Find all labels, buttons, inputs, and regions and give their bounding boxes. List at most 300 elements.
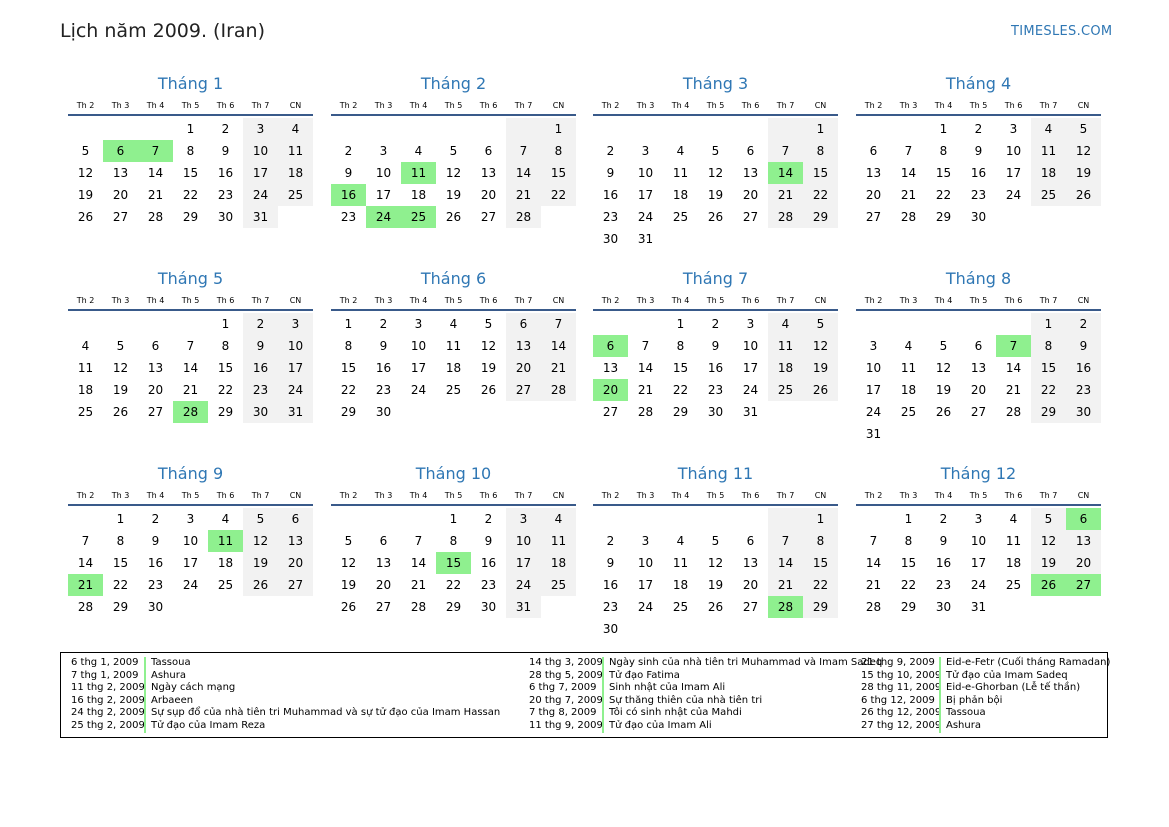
legend-row bbox=[861, 720, 1110, 733]
day-cell: 4 bbox=[541, 508, 576, 530]
day-cell: 8 bbox=[803, 530, 838, 552]
day-cell: 29 bbox=[935, 210, 952, 224]
days-grid bbox=[331, 508, 576, 618]
weekday-header bbox=[331, 100, 576, 116]
day-cell: 13 bbox=[112, 166, 129, 180]
day-cell: 18 bbox=[1005, 556, 1022, 570]
day-cell: 9 bbox=[344, 166, 353, 180]
weekday-label: Th 3 bbox=[111, 296, 130, 305]
weekday-label: Th 2 bbox=[864, 296, 883, 305]
day-cell: 26 bbox=[112, 405, 129, 419]
day-cell: 23 bbox=[602, 600, 619, 614]
day-cell: 22 bbox=[217, 383, 234, 397]
day-cell: 21 bbox=[147, 188, 164, 202]
weekday-header bbox=[856, 100, 1101, 116]
day-cell: 10 bbox=[1005, 144, 1022, 158]
day-cell: 26 bbox=[707, 600, 724, 614]
day-cell: 20 bbox=[865, 188, 882, 202]
holiday-name: Ashura bbox=[144, 670, 186, 683]
day-cell: 24 bbox=[865, 405, 882, 419]
month-block bbox=[593, 268, 838, 423]
weekday-label: Th 6 bbox=[479, 491, 498, 500]
day-cell: 5 bbox=[243, 508, 278, 530]
day-cell: 16 bbox=[970, 166, 987, 180]
day-cell: 26 bbox=[803, 379, 838, 401]
empty-day-cell bbox=[541, 401, 576, 423]
day-cell: 29 bbox=[803, 596, 838, 618]
day-cell: 29 bbox=[182, 210, 199, 224]
empty-day-cell bbox=[926, 423, 961, 445]
day-cell: 10 bbox=[375, 166, 392, 180]
day-cell: 29 bbox=[340, 405, 357, 419]
day-cell: 26 bbox=[77, 210, 94, 224]
day-cell: 14 bbox=[506, 162, 541, 184]
day-cell: 25 bbox=[1005, 578, 1022, 592]
weekday-label: Th 7 bbox=[1039, 491, 1058, 500]
day-cell: 21 bbox=[637, 383, 654, 397]
weekday-label: CN bbox=[1077, 491, 1090, 500]
holiday-name: Ngày cách mạng bbox=[144, 682, 235, 695]
month-block bbox=[68, 73, 313, 228]
day-cell: 1 bbox=[803, 508, 838, 530]
day-cell: 12 bbox=[340, 556, 357, 570]
day-cell: 9 bbox=[243, 335, 278, 357]
day-cell: 11 bbox=[900, 361, 917, 375]
day-cell: 17 bbox=[243, 162, 278, 184]
weekday-label: CN bbox=[814, 296, 827, 305]
day-cell: 18 bbox=[672, 188, 689, 202]
empty-day-cell bbox=[891, 118, 926, 140]
day-cell: 26 bbox=[243, 574, 278, 596]
day-cell: 17 bbox=[637, 188, 654, 202]
empty-day-cell bbox=[803, 401, 838, 423]
holiday-date: 6 thg 12, 2009 bbox=[861, 694, 935, 706]
day-cell: 11 bbox=[278, 140, 313, 162]
weekday-label: Th 3 bbox=[899, 101, 918, 110]
day-cell: 2 bbox=[1066, 313, 1101, 335]
day-cell: 9 bbox=[606, 556, 615, 570]
day-cell: 30 bbox=[480, 600, 497, 614]
empty-day-cell bbox=[803, 228, 838, 250]
day-cell: 22 bbox=[112, 578, 129, 592]
day-cell: 22 bbox=[1031, 379, 1066, 401]
empty-day-cell bbox=[628, 118, 663, 140]
empty-day-cell bbox=[733, 618, 768, 640]
day-cell: 17 bbox=[506, 552, 541, 574]
day-cell: 25 bbox=[217, 578, 234, 592]
day-cell: 31 bbox=[637, 232, 654, 246]
empty-day-cell bbox=[996, 206, 1031, 228]
day-cell: 9 bbox=[484, 534, 493, 548]
day-cell: 6 bbox=[484, 144, 493, 158]
weekday-label: Th 4 bbox=[934, 296, 953, 305]
weekday-label: Th 3 bbox=[636, 296, 655, 305]
day-cell: 12 bbox=[480, 339, 497, 353]
day-cell: 12 bbox=[803, 335, 838, 357]
weekday-label: Th 5 bbox=[444, 101, 463, 110]
weekday-label: Th 7 bbox=[514, 101, 533, 110]
day-cell: 22 bbox=[935, 188, 952, 202]
weekday-label: Th 2 bbox=[339, 491, 358, 500]
day-cell: 17 bbox=[375, 188, 392, 202]
weekday-label: Th 5 bbox=[181, 296, 200, 305]
empty-day-cell bbox=[331, 508, 366, 530]
day-cell: 19 bbox=[340, 578, 357, 592]
weekday-label: Th 3 bbox=[111, 491, 130, 500]
day-cell: 2 bbox=[711, 317, 720, 331]
legend-row bbox=[529, 682, 882, 695]
day-cell: 15 bbox=[217, 361, 234, 375]
weekday-label: CN bbox=[814, 491, 827, 500]
weekday-label: Th 4 bbox=[934, 101, 953, 110]
day-cell: 29 bbox=[112, 600, 129, 614]
day-cell: 16 bbox=[707, 361, 724, 375]
empty-day-cell bbox=[138, 313, 173, 335]
day-cell: 13 bbox=[865, 166, 882, 180]
day-cell: 26 bbox=[480, 383, 497, 397]
weekday-label: Th 3 bbox=[374, 101, 393, 110]
weekday-label: Th 4 bbox=[409, 101, 428, 110]
holiday-name: Sự sụp đổ của nhà tiên tri Muhammad và sự tử đạo của Imam Hassan bbox=[144, 707, 500, 720]
day-cell: 8 bbox=[449, 534, 458, 548]
weekday-label: Th 4 bbox=[671, 101, 690, 110]
day-cell: 11 bbox=[208, 530, 243, 552]
day-cell: 11 bbox=[1031, 140, 1066, 162]
page-title: Lịch năm 2009. (Iran) bbox=[60, 20, 265, 42]
day-cell: 24 bbox=[366, 206, 401, 228]
empty-day-cell bbox=[926, 313, 961, 335]
empty-day-cell bbox=[68, 118, 103, 140]
day-cell: 9 bbox=[711, 339, 720, 353]
day-cell: 7 bbox=[869, 534, 878, 548]
day-cell: 17 bbox=[970, 556, 987, 570]
empty-day-cell bbox=[733, 118, 768, 140]
weekday-label: Th 2 bbox=[601, 101, 620, 110]
day-cell: 10 bbox=[865, 361, 882, 375]
weekday-label: Th 4 bbox=[934, 491, 953, 500]
holiday-name: Ashura bbox=[939, 720, 981, 733]
day-cell: 30 bbox=[217, 210, 234, 224]
day-cell: 28 bbox=[541, 379, 576, 401]
empty-day-cell bbox=[996, 596, 1031, 618]
holiday-date: 28 thg 5, 2009 bbox=[529, 669, 603, 681]
day-cell: 12 bbox=[707, 556, 724, 570]
weekday-label: Th 6 bbox=[1004, 296, 1023, 305]
day-cell: 7 bbox=[541, 313, 576, 335]
day-cell: 18 bbox=[1031, 162, 1066, 184]
day-cell: 18 bbox=[217, 556, 234, 570]
days-grid bbox=[856, 508, 1101, 618]
day-cell: 1 bbox=[676, 317, 685, 331]
empty-day-cell bbox=[698, 228, 733, 250]
day-cell: 25 bbox=[1031, 184, 1066, 206]
day-cell: 19 bbox=[112, 383, 129, 397]
day-cell: 27 bbox=[865, 210, 882, 224]
month-name: Tháng 1 bbox=[157, 74, 224, 93]
day-cell: 13 bbox=[742, 556, 759, 570]
day-cell: 23 bbox=[340, 210, 357, 224]
empty-day-cell bbox=[471, 118, 506, 140]
day-cell: 7 bbox=[414, 534, 423, 548]
empty-day-cell bbox=[891, 423, 926, 445]
day-cell: 6 bbox=[746, 144, 755, 158]
day-cell: 15 bbox=[672, 361, 689, 375]
weekday-label: Th 6 bbox=[741, 491, 760, 500]
legend-row bbox=[529, 670, 882, 683]
day-cell: 5 bbox=[81, 144, 90, 158]
day-cell: 4 bbox=[1031, 118, 1066, 140]
brand-link[interactable]: TIMESLES.COM bbox=[1011, 24, 1113, 39]
day-cell: 14 bbox=[900, 166, 917, 180]
holiday-name: Arbaeen bbox=[144, 695, 193, 708]
holiday-name: Tôi có sinh nhật của Mahdi bbox=[602, 707, 742, 720]
day-cell: 19 bbox=[445, 188, 462, 202]
day-cell: 4 bbox=[221, 512, 230, 526]
month-name: Tháng 8 bbox=[945, 269, 1012, 288]
day-cell: 8 bbox=[904, 534, 913, 548]
day-cell: 31 bbox=[970, 600, 987, 614]
day-cell: 12 bbox=[1031, 530, 1066, 552]
holiday-date: 28 thg 11, 2009 bbox=[861, 682, 942, 694]
weekday-label: Th 2 bbox=[864, 101, 883, 110]
empty-day-cell bbox=[663, 618, 698, 640]
day-cell: 7 bbox=[506, 140, 541, 162]
day-cell: 7 bbox=[768, 530, 803, 552]
day-cell: 31 bbox=[278, 401, 313, 423]
empty-day-cell bbox=[278, 596, 313, 618]
day-cell: 14 bbox=[410, 556, 427, 570]
day-cell: 6 bbox=[746, 534, 755, 548]
day-cell: 14 bbox=[541, 335, 576, 357]
day-cell: 28 bbox=[173, 401, 208, 423]
legend-row bbox=[71, 670, 500, 683]
month-block bbox=[331, 73, 576, 228]
day-cell: 5 bbox=[1031, 508, 1066, 530]
day-cell: 14 bbox=[1005, 361, 1022, 375]
day-cell: 26 bbox=[1031, 574, 1066, 596]
weekday-label: Th 6 bbox=[479, 101, 498, 110]
empty-day-cell bbox=[768, 401, 803, 423]
day-cell: 7 bbox=[186, 339, 195, 353]
day-cell: 14 bbox=[865, 556, 882, 570]
weekday-label: Th 2 bbox=[339, 101, 358, 110]
day-cell: 4 bbox=[414, 144, 423, 158]
day-cell: 20 bbox=[375, 578, 392, 592]
weekday-header bbox=[331, 295, 576, 311]
day-cell: 24 bbox=[742, 383, 759, 397]
day-cell: 22 bbox=[900, 578, 917, 592]
day-cell: 25 bbox=[900, 405, 917, 419]
days-grid bbox=[68, 313, 313, 423]
legend-row bbox=[529, 695, 882, 708]
empty-day-cell bbox=[1066, 596, 1101, 618]
day-cell: 14 bbox=[147, 166, 164, 180]
day-cell: 15 bbox=[182, 166, 199, 180]
day-cell: 21 bbox=[410, 578, 427, 592]
day-cell: 27 bbox=[375, 600, 392, 614]
day-cell: 24 bbox=[1005, 188, 1022, 202]
legend-row bbox=[529, 707, 882, 720]
empty-day-cell bbox=[401, 508, 436, 530]
legend-row bbox=[529, 720, 882, 733]
weekday-label: Th 2 bbox=[76, 296, 95, 305]
empty-day-cell bbox=[803, 618, 838, 640]
day-cell: 28 bbox=[637, 405, 654, 419]
day-cell: 20 bbox=[742, 188, 759, 202]
day-cell: 10 bbox=[637, 556, 654, 570]
day-cell: 31 bbox=[742, 405, 759, 419]
empty-day-cell bbox=[436, 118, 471, 140]
weekday-label: Th 7 bbox=[1039, 101, 1058, 110]
day-cell: 15 bbox=[935, 166, 952, 180]
holiday-name: Ngày sinh của nhà tiên tri Muhammad và Imam Sadeq bbox=[602, 657, 882, 670]
day-cell: 1 bbox=[221, 317, 230, 331]
empty-day-cell bbox=[628, 313, 663, 335]
day-cell: 27 bbox=[742, 210, 759, 224]
day-cell: 20 bbox=[593, 379, 628, 401]
day-cell: 6 bbox=[103, 140, 138, 162]
weekday-label: Th 2 bbox=[76, 491, 95, 500]
legend-row bbox=[861, 707, 1110, 720]
day-cell: 8 bbox=[186, 144, 195, 158]
day-cell: 29 bbox=[803, 206, 838, 228]
day-cell: 17 bbox=[182, 556, 199, 570]
day-cell: 13 bbox=[602, 361, 619, 375]
weekday-label: Th 5 bbox=[706, 296, 725, 305]
weekday-header bbox=[856, 295, 1101, 311]
day-cell: 24 bbox=[506, 574, 541, 596]
day-cell: 15 bbox=[541, 162, 576, 184]
weekday-label: Th 6 bbox=[1004, 101, 1023, 110]
day-cell: 2 bbox=[379, 317, 388, 331]
day-cell: 27 bbox=[1066, 574, 1101, 596]
day-cell: 7 bbox=[641, 339, 650, 353]
day-cell: 31 bbox=[865, 427, 882, 441]
day-cell: 4 bbox=[768, 313, 803, 335]
days-grid bbox=[331, 313, 576, 423]
day-cell: 2 bbox=[606, 534, 615, 548]
day-cell: 8 bbox=[344, 339, 353, 353]
day-cell: 17 bbox=[410, 361, 427, 375]
day-cell: 15 bbox=[112, 556, 129, 570]
day-cell: 30 bbox=[1066, 401, 1101, 423]
day-cell: 30 bbox=[602, 622, 619, 636]
day-cell: 16 bbox=[602, 578, 619, 592]
day-cell: 22 bbox=[340, 383, 357, 397]
weekday-label: Th 4 bbox=[146, 101, 165, 110]
day-cell: 15 bbox=[340, 361, 357, 375]
empty-day-cell bbox=[243, 596, 278, 618]
day-cell: 29 bbox=[900, 600, 917, 614]
holiday-name: Eid-e-Ghorban (Lễ tế thần) bbox=[939, 682, 1080, 695]
weekday-label: Th 6 bbox=[1004, 491, 1023, 500]
day-cell: 22 bbox=[803, 574, 838, 596]
weekday-label: Th 3 bbox=[636, 101, 655, 110]
empty-day-cell bbox=[856, 508, 891, 530]
days-grid bbox=[856, 313, 1101, 445]
day-cell: 27 bbox=[970, 405, 987, 419]
empty-day-cell bbox=[1066, 206, 1101, 228]
day-cell: 1 bbox=[904, 512, 913, 526]
day-cell: 8 bbox=[221, 339, 230, 353]
day-cell: 15 bbox=[803, 552, 838, 574]
day-cell: 28 bbox=[77, 600, 94, 614]
month-block bbox=[68, 268, 313, 423]
day-cell: 17 bbox=[742, 361, 759, 375]
empty-day-cell bbox=[593, 508, 628, 530]
day-cell: 3 bbox=[641, 144, 650, 158]
day-cell: 8 bbox=[541, 140, 576, 162]
day-cell: 19 bbox=[707, 578, 724, 592]
day-cell: 18 bbox=[541, 552, 576, 574]
day-cell: 30 bbox=[707, 405, 724, 419]
weekday-label: Th 3 bbox=[374, 491, 393, 500]
empty-day-cell bbox=[961, 313, 996, 335]
day-cell: 29 bbox=[445, 600, 462, 614]
day-cell: 19 bbox=[1066, 162, 1101, 184]
weekday-label: Th 4 bbox=[146, 296, 165, 305]
month-name: Tháng 4 bbox=[945, 74, 1012, 93]
weekday-label: Th 4 bbox=[671, 296, 690, 305]
weekday-label: Th 5 bbox=[706, 491, 725, 500]
day-cell: 18 bbox=[410, 188, 427, 202]
month-name: Tháng 5 bbox=[157, 269, 224, 288]
holiday-date: 7 thg 8, 2009 bbox=[529, 707, 597, 719]
day-cell: 30 bbox=[970, 210, 987, 224]
day-cell: 4 bbox=[904, 339, 913, 353]
day-cell: 23 bbox=[935, 578, 952, 592]
month-name: Tháng 11 bbox=[677, 464, 754, 483]
day-cell: 27 bbox=[506, 379, 541, 401]
month-block bbox=[856, 73, 1101, 228]
day-cell: 22 bbox=[445, 578, 462, 592]
weekday-header bbox=[856, 490, 1101, 506]
weekday-label: Th 3 bbox=[899, 491, 918, 500]
day-cell: 30 bbox=[602, 232, 619, 246]
day-cell: 6 bbox=[869, 144, 878, 158]
day-cell: 16 bbox=[602, 188, 619, 202]
days-grid bbox=[331, 118, 576, 228]
day-cell: 21 bbox=[768, 574, 803, 596]
weekday-label: Th 2 bbox=[601, 296, 620, 305]
day-cell: 7 bbox=[81, 534, 90, 548]
weekday-header bbox=[331, 490, 576, 506]
day-cell: 9 bbox=[379, 339, 388, 353]
day-cell: 13 bbox=[480, 166, 497, 180]
day-cell: 12 bbox=[77, 166, 94, 180]
empty-day-cell bbox=[103, 118, 138, 140]
day-cell: 12 bbox=[1066, 140, 1101, 162]
day-cell: 17 bbox=[278, 357, 313, 379]
day-cell: 11 bbox=[77, 361, 94, 375]
empty-day-cell bbox=[768, 618, 803, 640]
empty-day-cell bbox=[68, 313, 103, 335]
day-cell: 8 bbox=[676, 339, 685, 353]
day-cell: 26 bbox=[340, 600, 357, 614]
holiday-date: 15 thg 10, 2009 bbox=[861, 669, 942, 681]
day-cell: 2 bbox=[606, 144, 615, 158]
day-cell: 4 bbox=[449, 317, 458, 331]
day-cell: 4 bbox=[278, 118, 313, 140]
day-cell: 21 bbox=[1005, 383, 1022, 397]
month-block bbox=[331, 463, 576, 618]
day-cell: 7 bbox=[904, 144, 913, 158]
day-cell: 5 bbox=[711, 144, 720, 158]
day-cell: 1 bbox=[1031, 313, 1066, 335]
day-cell: 14 bbox=[182, 361, 199, 375]
days-grid bbox=[593, 508, 838, 640]
day-cell: 26 bbox=[1066, 184, 1101, 206]
